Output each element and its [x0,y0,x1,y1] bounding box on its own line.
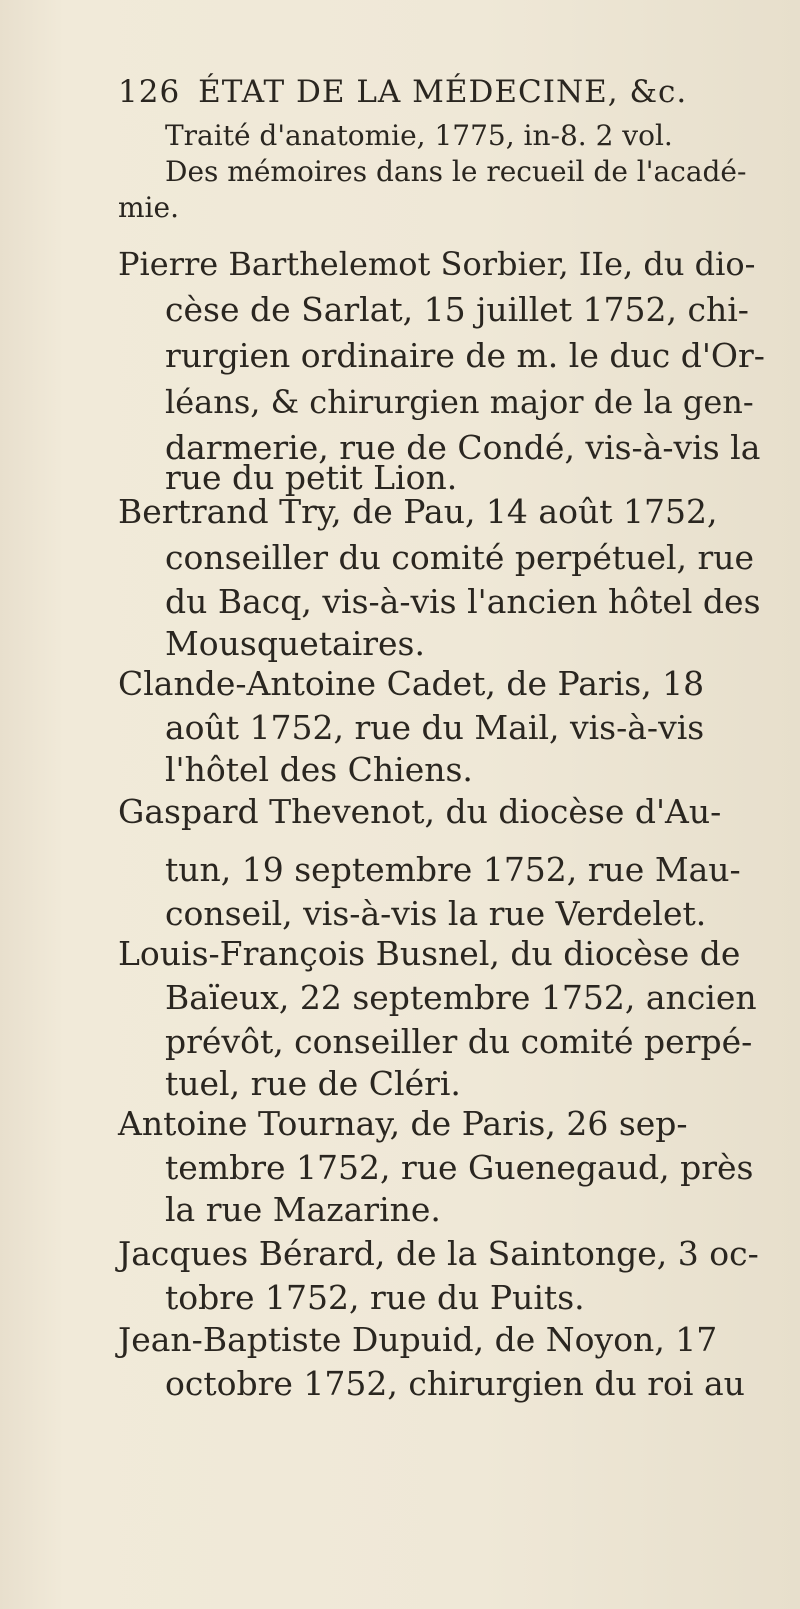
running-title: ÉTAT DE LA MÉDECINE, &c. [198,74,688,110]
text-line: tun, 19 septembre 1752, rue Mau- [165,850,741,889]
text-line: mie. [118,191,179,224]
text-line: l'hôtel des Chiens. [165,750,473,789]
entry-first-line: Pierre Barthelemot Sorbier, IIe, du dio- [118,245,756,283]
running-header [118,74,718,110]
text-line: octobre 1752, chirurgien du roi au [165,1364,745,1403]
text-line: prévôt, conseiller du comité perpé- [165,1022,753,1061]
text-line: conseil, vis-à-vis la rue Verdelet. [165,894,707,933]
entry-first-line: Jacques Bérard, de la Saintonge, 3 oc- [118,1234,759,1273]
text-line: tuel, rue de Cléri. [165,1064,461,1103]
text-line: tobre 1752, rue du Puits. [165,1278,585,1317]
text-line: du Bacq, vis-à-vis l'ancien hôtel des [165,582,761,621]
text-line: darmerie, rue de Condé, vis-à-vis la [165,428,761,467]
page-number: 126 [118,74,181,110]
text-line: léans, & chirurgien major de la gen- [165,383,754,421]
entry-first-line: Antoine Tournay, de Paris, 26 sep- [118,1104,688,1143]
entry-first-line: Clande-Antoine Cadet, de Paris, 18 [118,664,705,703]
text-line: la rue Mazarine. [165,1190,441,1229]
text-line: conseiller du comité perpétuel, rue [165,538,755,577]
text-line: rue du petit Lion. [165,458,458,497]
text-line: Des mémoires dans le recueil de l'acadé- [165,155,747,188]
text-line: Baïeux, 22 septembre 1752, ancien [165,978,757,1017]
text-line: Mousquetaires. [165,624,425,663]
text-line: tembre 1752, rue Guenegaud, près [165,1148,754,1187]
entry-first-line: Bertrand Try, de Pau, 14 août 1752, [118,492,718,531]
text-line: rurgien ordinaire de m. le duc d'Or- [165,336,765,375]
text-line: cèse de Sarlat, 15 juillet 1752, chi- [165,290,749,329]
text-line: Traité d'anatomie, 1775, in-8. 2 vol. [165,119,673,152]
entry-first-line: Louis-François Busnel, du diocèse de [118,934,741,973]
entry-first-line: Jean-Baptiste Dupuid, de Noyon, 17 [118,1320,718,1359]
entry-first-line: Gaspard Thevenot, du diocèse d'Au- [118,792,722,831]
text-line: août 1752, rue du Mail, vis-à-vis [165,708,705,747]
